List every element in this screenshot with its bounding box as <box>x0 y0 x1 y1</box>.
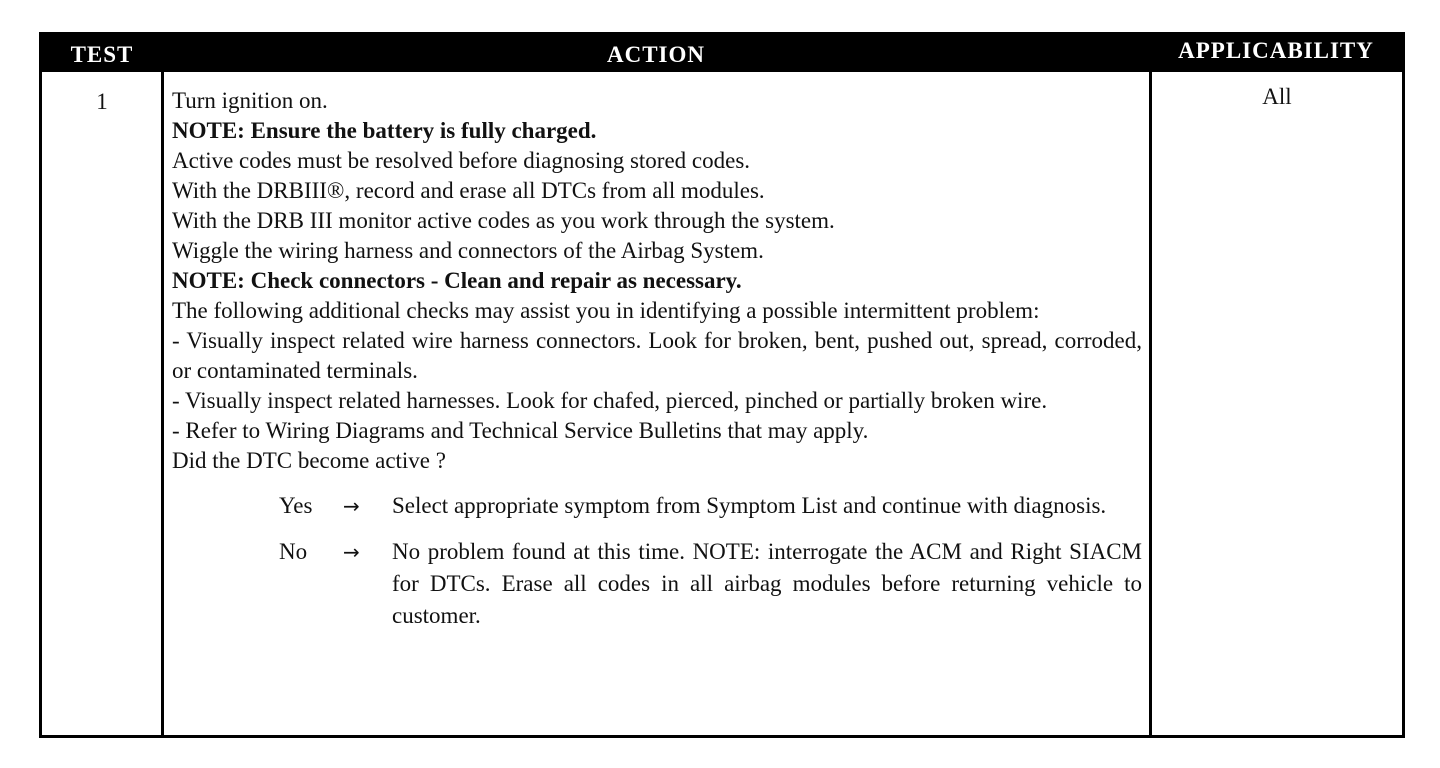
right-arrow-icon: → <box>343 494 360 518</box>
action-line: Wiggle the wiring harness and connectors of the Airbag System. <box>172 238 764 263</box>
action-note: NOTE: Check connectors - Clean and repair as necessary. <box>172 268 742 293</box>
action-paragraph: The following additional checks may assist you in identifying a possible intermittent problem: <box>172 298 1040 323</box>
answer-yes-text: Select appropriate symptom from Symptom List and continue with diagnosis. <box>392 493 1107 518</box>
action-paragraph: - Visually inspect related wire harness connectors. Look for broken, bent, pushed out, spread, corroded, or contaminated terminals. <box>172 328 1142 383</box>
header-applicability: APPLICABILITY <box>1178 38 1374 63</box>
test-number: 1 <box>96 89 108 114</box>
action-line: With the DRB III monitor active codes as you work through the system. <box>172 208 835 233</box>
table-header-row <box>42 35 1402 72</box>
answer-yes <box>172 490 1142 522</box>
action-line: Active codes must be resolved before diagnosing stored codes. <box>172 148 751 173</box>
action-paragraph: - Refer to Wiring Diagrams and Technical Service Bulletins that may apply. <box>172 418 869 443</box>
answer-no-label: No <box>279 539 308 564</box>
header-action: ACTION <box>606 42 705 67</box>
action-note: NOTE: Ensure the battery is fully charged. <box>172 118 597 143</box>
action-paragraph: - Visually inspect related harnesses. Look for chafed, pierced, pinched or partially broken wire. <box>172 388 1048 413</box>
applicability-value: All <box>1262 84 1292 109</box>
action-cell <box>172 86 1142 632</box>
right-arrow-icon: → <box>343 540 360 564</box>
column-divider <box>161 72 164 735</box>
diagnostic-test-table <box>39 32 1405 738</box>
action-line: Turn ignition on. <box>172 88 328 113</box>
column-divider <box>1149 72 1152 735</box>
answer-no <box>172 536 1142 632</box>
action-line: With the DRBIII®, record and erase all DTCs from all modules. <box>172 178 765 203</box>
answer-yes-label: Yes <box>279 493 313 518</box>
action-question: Did the DTC become active ? <box>172 448 446 473</box>
header-test: TEST <box>70 42 134 67</box>
answer-no-text: No problem found at this time. NOTE: interrogate the ACM and Right SIACM for DTCs. Erase all codes in all airbag modules before returning vehicle to customer. <box>392 539 1142 628</box>
